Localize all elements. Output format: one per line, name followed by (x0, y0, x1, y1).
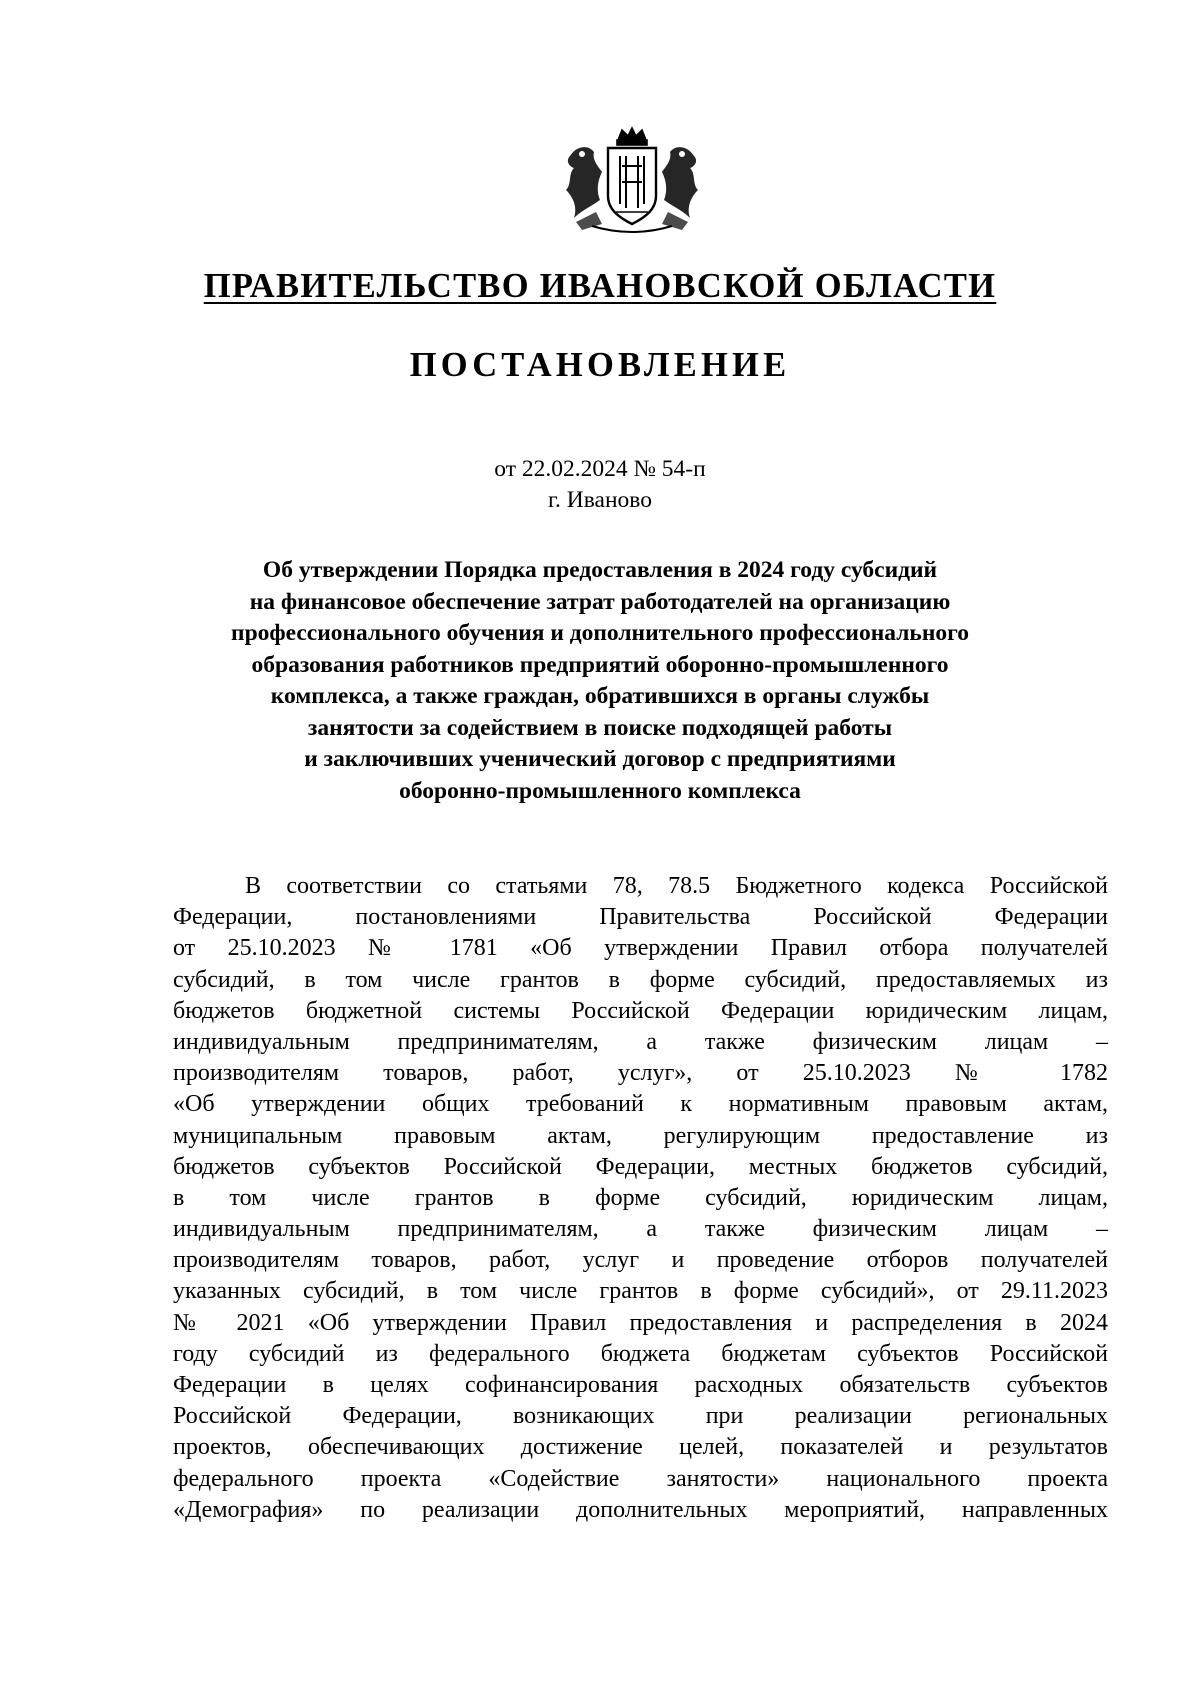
body-line: Федерации, постановлениями Правительства Российской Федерации (173, 904, 1108, 931)
subject-line: занятости за содействием в поиске подходящей работы (307, 714, 893, 741)
body-line: проектов, обеспечивающих достижение целей, показателей и результатов (173, 1434, 1108, 1461)
body-line: индивидуальным предпринимателям, а также физическим лицам – (173, 1028, 1108, 1055)
subject-line: образования работников предприятий оборонно-промышленного (251, 651, 949, 678)
body-line: Российской Федерации, возникающих при реализации региональных (173, 1403, 1108, 1430)
subject-line: оборонно-промышленного комплекса (399, 777, 801, 804)
body-line: № 2021 «Об утверждении Правил предоставления и распределения в 2024 (173, 1309, 1108, 1336)
body-line: бюджетов бюджетной системы Российской Федерации юридическим лицам, (173, 997, 1108, 1024)
date-number: от 22.02.2024 № 54-п (494, 456, 706, 482)
body-line: «Об утверждении общих требований к нормативным правовым актам, (173, 1091, 1108, 1118)
body-line: субсидий, в том числе грантов в форме субсидий, предоставляемых из (173, 966, 1108, 993)
document-type: ПОСТАНОВЛЕНИЕ (409, 346, 791, 384)
body-line: производителям товаров, работ, услуг», от 25.10.2023 № 1782 (173, 1060, 1108, 1087)
body-line: бюджетов субъектов Российской Федерации, местных бюджетов субсидий, (173, 1153, 1108, 1180)
body-line: «Демография» по реализации дополнительных мероприятий, направленных (173, 1496, 1108, 1523)
subject-line: на финансовое обеспечение затрат работодателей на организацию (249, 588, 951, 615)
body-line: В соответствии со статьями 78, 78.5 Бюджетного кодекса Российской (245, 873, 1108, 899)
city: г. Иваново (548, 487, 652, 513)
coat-of-arms-icon (562, 126, 702, 234)
body-line: от 25.10.2023 № 1781 «Об утверждении Правил отбора получателей (173, 935, 1108, 962)
organization-title (0, 266, 1200, 306)
body-line: производителям товаров, работ, услуг и проведение отборов получателей (173, 1247, 1108, 1274)
body-line: индивидуальным предпринимателям, а также физическим лицам – (173, 1216, 1108, 1243)
subject-line: Об утверждении Порядка предоставления в 2024 году субсидий (262, 557, 938, 583)
subject-line: и заключивших ученический договор с предприятиями (304, 746, 896, 772)
body-line: Федерации в целях софинансирования расходных обязательств субъектов (173, 1372, 1108, 1398)
subject-line: профессионального обучения и дополнительного профессионального (231, 620, 969, 646)
organization-name: ПРАВИТЕЛЬСТВО ИВАНОВСКОЙ ОБЛАСТИ (203, 267, 997, 305)
body-line: году субсидий из федерального бюджета бюджетам субъектов Российской (173, 1340, 1108, 1367)
body-paragraph (173, 871, 1108, 1526)
body-line: указанных субсидий, в том числе грантов в форме субсидий», от 29.11.2023 (173, 1278, 1108, 1305)
body-line: в том числе грантов в форме субсидий, юридическим лицам, (173, 1184, 1108, 1211)
body-line: муниципальным правовым актам, регулирующим предоставление из (173, 1122, 1108, 1149)
subject-line: комплекса, а также граждан, обратившихся в органы службы (270, 683, 930, 709)
document-meta (0, 454, 1200, 516)
document-subject (150, 555, 1050, 807)
body-line: федерального проекта «Содействие занятости» национального проекта (173, 1465, 1108, 1492)
